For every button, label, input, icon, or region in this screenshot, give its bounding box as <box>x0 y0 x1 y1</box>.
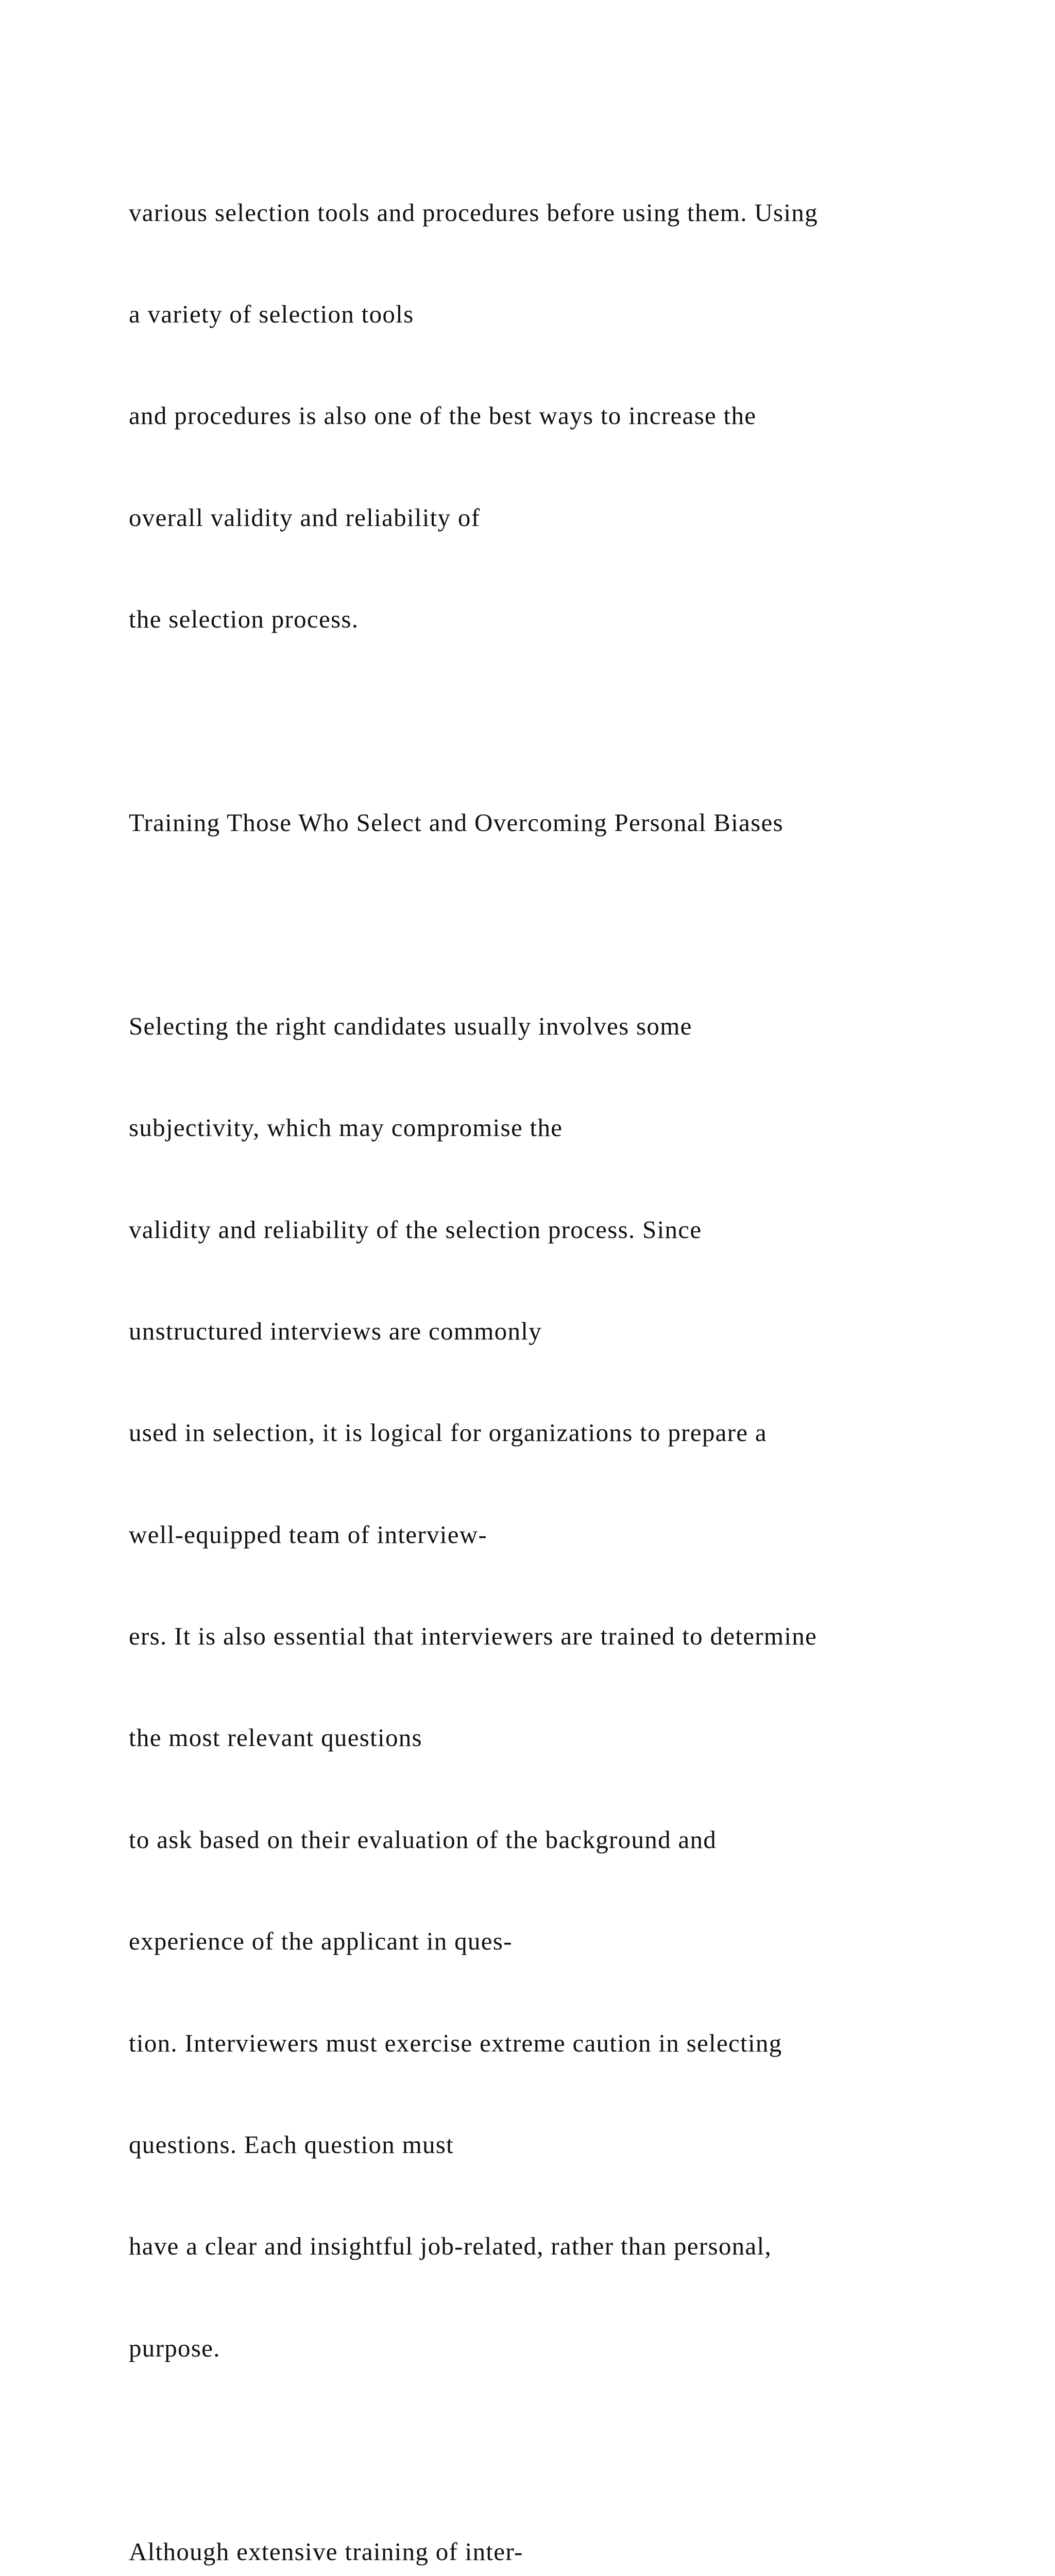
section-heading: Training Those Who Select and Overcoming Personal Biases <box>129 808 784 837</box>
text-line: questions. Each question must <box>129 2130 454 2159</box>
text-line: the selection process. <box>129 605 359 634</box>
blank-line <box>129 2433 1035 2467</box>
text-line: Although extensive training of inter- <box>129 2537 523 2566</box>
text-line: tion. Interviewers must exercise extreme caution in selecting <box>129 2028 782 2057</box>
blank-line <box>129 907 1035 941</box>
text-line: have a clear and insightful job-related, rather than personal, <box>129 2232 772 2261</box>
text-line: Selecting the right candidates usually involves some <box>129 1011 692 1040</box>
text-line: overall validity and reliability of <box>129 503 481 532</box>
text-line: and procedures is also one of the best ways to increase the <box>129 401 757 430</box>
text-line: to ask based on their evaluation of the background and <box>129 1825 717 1854</box>
text-line: unstructured interviews are commonly <box>129 1316 542 1345</box>
text-line: validity and reliability of the selection process. Since <box>129 1215 702 1244</box>
text-line: well-equipped team of interview- <box>129 1520 488 1549</box>
text-line: purpose. <box>129 2333 220 2362</box>
text-line: experience of the applicant in ques- <box>129 1927 513 1956</box>
text-line: ers. It is also essential that interviewers are trained to determine <box>129 1622 818 1651</box>
blank-line <box>129 704 1035 738</box>
text-line: various selection tools and procedures before using them. Using <box>129 198 818 227</box>
text-line: subjectivity, which may compromise the <box>129 1113 563 1142</box>
text-line: a variety of selection tools <box>129 299 414 328</box>
text-line: used in selection, it is logical for organizations to prepare a <box>129 1418 767 1447</box>
document-body <box>129 128 1035 2576</box>
text-line: the most relevant questions <box>129 1723 422 1752</box>
